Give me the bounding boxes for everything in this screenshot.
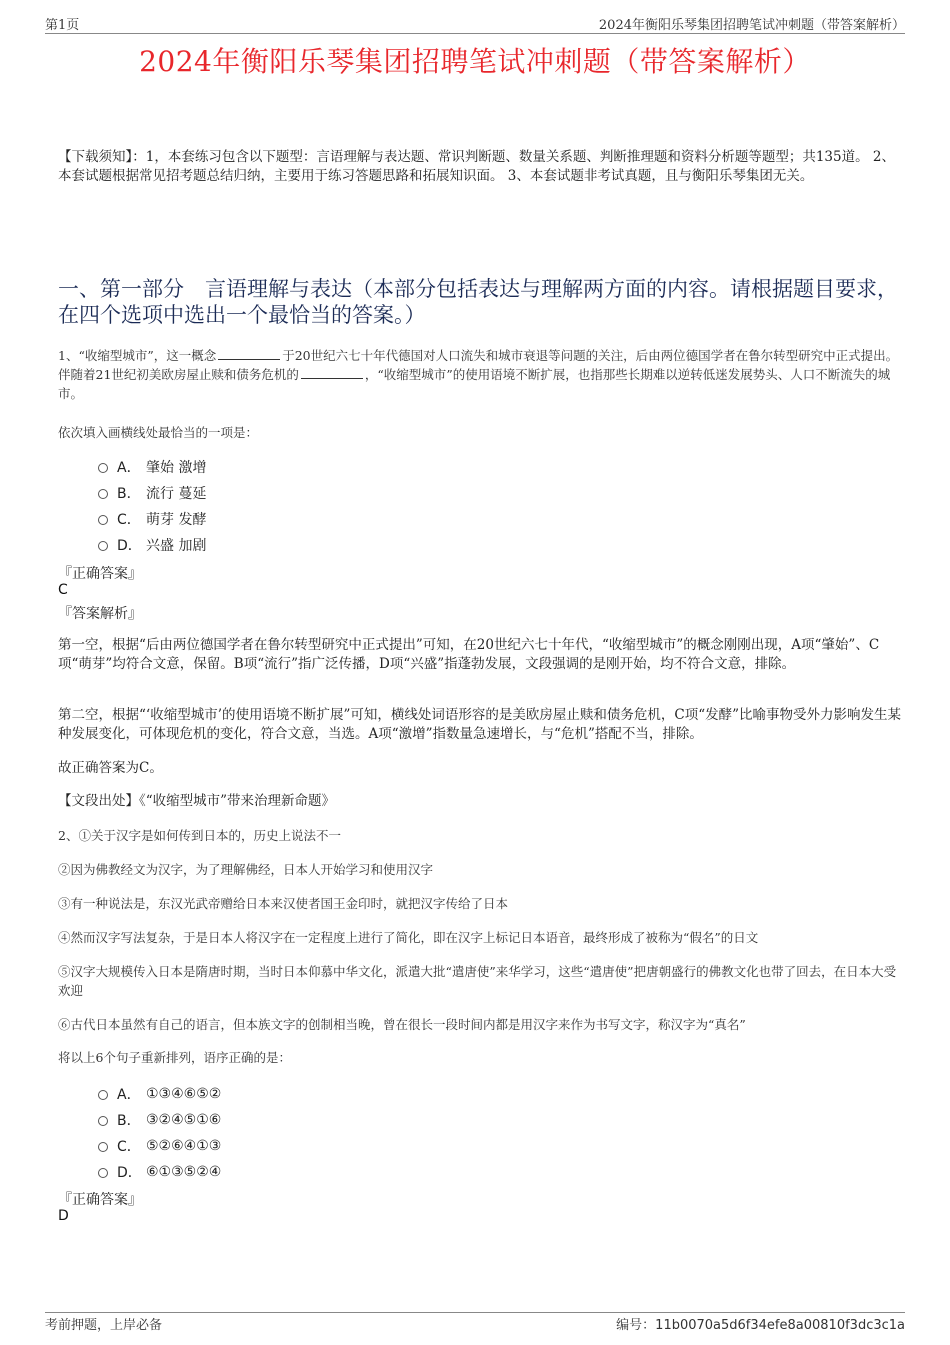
question-1-stem: 1、“收缩型城市”，这一概念 于20世纪六七十年代德国对人口流失和城市衰退等问题的关注，后由两位德国学者在鲁尔转型研究中正式提出。伴随着21世纪初美欧房屋止赎和债务危机的 ，“收缩型城市”的使用语境不断扩展，也指那些长期难以逆转低迷发展势头、人口不断流失的城市。 bbox=[58, 348, 899, 401]
section-heading: 一、第一部分 言语理解与表达（本部分包括表达与理解两方面的内容。请根据题目要求，在四个选项中选出一个最恰当的答案。） bbox=[58, 277, 898, 327]
footer-slogan: 考前押题，上岸必备 bbox=[45, 1318, 163, 1333]
q1-answer-label: 『正确答案』 bbox=[58, 566, 142, 582]
question-2-sentence-5: ⑤汉字大规模传入日本是隋唐时期，当时日本仰慕中华文化，派遣大批“遣唐使”来华学习，这些“遣唐使”把唐朝盛行的佛教文化也带了回去，在日本大受欢迎 bbox=[58, 964, 897, 998]
q1-analysis-1: 第一空，根据“后由两位德国学者在鲁尔转型研究中正式提出”可知，在20世纪六七十年代，“收缩型城市”的概念刚刚出现，A项“肇始”、C项“萌芽”均符合文意，保留。B项“流行”指广泛传播，D项“兴盛”指蓬勃发展，文段强调的是刚开始，均不符合文意，排除。 bbox=[58, 637, 880, 672]
blank-1 bbox=[218, 347, 280, 360]
radio-icon[interactable] bbox=[98, 1168, 108, 1178]
header-divider bbox=[45, 33, 905, 34]
blank-2 bbox=[301, 366, 363, 379]
radio-icon[interactable] bbox=[98, 1090, 108, 1100]
page-number: 第1页 bbox=[45, 18, 80, 33]
radio-icon[interactable] bbox=[98, 515, 108, 525]
question-2-prompt: 将以上6个句子重新排列，语序正确的是： bbox=[58, 1050, 291, 1065]
radio-icon[interactable] bbox=[98, 489, 108, 499]
question-2-sentence-2: ②因为佛教经文为汉字，为了理解佛经，日本人开始学习和使用汉字 bbox=[58, 862, 434, 877]
q2-option-a[interactable]: A． ①③④⑥⑤② bbox=[98, 1084, 221, 1104]
q1-source: 【文段出处】《“收缩型城市”带来治理新命题》 bbox=[58, 793, 336, 809]
q1-analysis-2: 第二空，根据“‘收缩型城市’的使用语境不断扩展”可知，横线处词语形容的是美欧房屋止赎和债务危机，C项“发酵”比喻事物受外力影响发生某种发展变化，可体现危机的变化，符合文意，当选。A项“激增”指数量急速增长，与“危机”搭配不当，排除。 bbox=[58, 707, 902, 742]
q1-analysis-label: 『答案解析』 bbox=[58, 606, 142, 622]
q2-option-d[interactable]: D． ⑥①③⑤②④ bbox=[98, 1162, 221, 1182]
radio-icon[interactable] bbox=[98, 463, 108, 473]
question-2-sentence-1: 2、①关于汉字是如何传到日本的，历史上说法不一 bbox=[58, 828, 341, 843]
q1-answer: C bbox=[58, 582, 68, 598]
radio-icon[interactable] bbox=[98, 541, 108, 551]
question-2-sentence-4: ④然而汉字写法复杂，于是日本人将汉字在一定程度上进行了简化，即在汉字上标记日本语音，最终形成了被称为“假名”的日文 bbox=[58, 930, 759, 945]
q1-option-b[interactable]: B． 流行 蔓延 bbox=[98, 483, 206, 503]
q2-answer-label: 『正确答案』 bbox=[58, 1192, 142, 1208]
q1-option-c[interactable]: C． 萌芽 发酵 bbox=[98, 509, 206, 529]
radio-icon[interactable] bbox=[98, 1142, 108, 1152]
q2-answer: D bbox=[58, 1208, 69, 1224]
q1-analysis-3: 故正确答案为C。 bbox=[58, 760, 163, 776]
q1-option-a[interactable]: A． 肇始 激增 bbox=[98, 457, 206, 477]
header-doc-title: 2024年衡阳乐琴集团招聘笔试冲刺题（带答案解析） bbox=[598, 18, 905, 33]
q2-option-b[interactable]: B． ③②④⑤①⑥ bbox=[98, 1110, 221, 1130]
question-2-sentence-6: ⑥古代日本虽然有自己的语言，但本族文字的创制相当晚，曾在很长一段时间内都是用汉字来作为书写文字，称汉字为“真名” bbox=[58, 1017, 746, 1032]
download-notice: 【下载须知】：1，本套练习包含以下题型：言语理解与表达题、常识判断题、数量关系题、判断推理题和资料分析题等题型；共135道。 2、本套试题根据常见招考题总结归纳，主要用于练习答题思路和拓展知识面。 3、本套试题非考试真题，且与衡阳乐琴集团无关。 bbox=[58, 149, 895, 184]
q1-option-d[interactable]: D． 兴盛 加剧 bbox=[98, 535, 206, 555]
radio-icon[interactable] bbox=[98, 1116, 108, 1126]
question-2-sentence-3: ③有一种说法是，东汉光武帝赠给日本来汉使者国王金印时，就把汉字传给了日本 bbox=[58, 896, 509, 911]
footer-divider bbox=[45, 1312, 905, 1313]
footer-doc-id: 编号：11b0070a5d6f34efe8a00810f3dc3c1a bbox=[616, 1318, 905, 1333]
q2-option-c[interactable]: C． ⑤②⑥④①③ bbox=[98, 1136, 221, 1156]
page-title: 2024年衡阳乐琴集团招聘笔试冲刺题（带答案解析） bbox=[139, 45, 811, 78]
question-1-prompt: 依次填入画横线处最恰当的一项是： bbox=[58, 425, 259, 440]
